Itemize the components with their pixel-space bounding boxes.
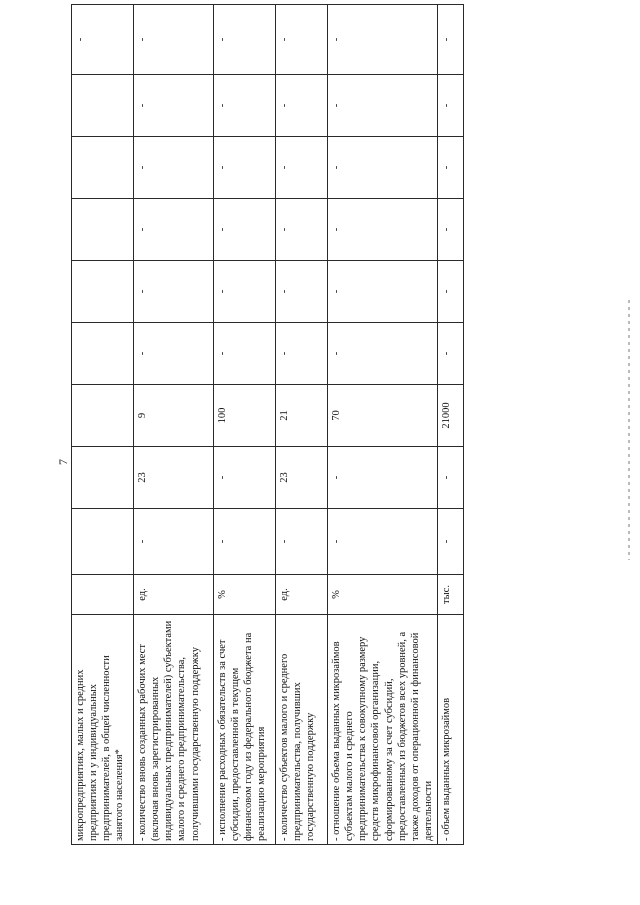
value-cell: - [328, 447, 438, 509]
scan-edge-mark [628, 300, 630, 560]
indicator-label: - количество вновь созданных рабочих мест (включая вновь зарегистрированных индивидуальных предпринимателей) субъектами малого и среднего предпринимательства, получившими государственную поддержку [134, 615, 214, 845]
value-cell: - [276, 5, 328, 75]
value-cell [72, 199, 134, 261]
value-cell: - [214, 323, 276, 385]
table-row [214, 5, 276, 845]
value-cell: 23 [134, 447, 214, 509]
unit-cell: ед. [134, 575, 214, 615]
value-cell: - [328, 509, 438, 575]
value-cell: - [438, 323, 464, 385]
value-cell: - [134, 5, 214, 75]
unit-cell [72, 575, 134, 615]
value-cell: - [214, 5, 276, 75]
value-cell: - [438, 509, 464, 575]
table-row [72, 5, 134, 845]
indicator-label: - объем выданных микрозаймов [438, 615, 464, 845]
indicator-label: - количество субъектов малого и среднего предпринимательства, получивших государственную поддержку [276, 615, 328, 845]
table-row [328, 5, 438, 845]
value-cell: - [214, 137, 276, 199]
value-cell: 70 [328, 385, 438, 447]
value-cell: 23 [276, 447, 328, 509]
value-cell: - [276, 137, 328, 199]
value-cell: - [214, 199, 276, 261]
value-cell: - [214, 509, 276, 575]
value-cell: - [328, 75, 438, 137]
value-cell: - [438, 447, 464, 509]
unit-cell: ед. [276, 575, 328, 615]
value-cell: - [276, 75, 328, 137]
unit-cell: % [328, 575, 438, 615]
indicator-label: - исполнение расходных обязательств за счет субсидии, предоставленной в текущем финансовом году из федерального бюджета на реализацию мероприятия [214, 615, 276, 845]
value-cell [72, 509, 134, 575]
unit-cell: % [214, 575, 276, 615]
value-cell: - [214, 447, 276, 509]
page-number: 7 [56, 459, 70, 465]
indicator-table-rotated [71, 37, 452, 845]
value-cell [72, 75, 134, 137]
indicator-table [71, 4, 464, 845]
value-cell [72, 323, 134, 385]
value-cell: - [134, 199, 214, 261]
table-row [276, 5, 328, 845]
value-cell: - [328, 323, 438, 385]
value-cell: - [438, 137, 464, 199]
value-cell [72, 447, 134, 509]
value-cell: - [276, 323, 328, 385]
table-row [438, 5, 464, 845]
value-cell: - [438, 261, 464, 323]
value-cell: - [438, 199, 464, 261]
value-cell: - [134, 323, 214, 385]
value-cell: - [328, 261, 438, 323]
value-cell: 21000 [438, 385, 464, 447]
value-cell: - [72, 5, 134, 75]
value-cell: - [214, 261, 276, 323]
value-cell: - [276, 509, 328, 575]
value-cell: - [438, 75, 464, 137]
value-cell: - [328, 199, 438, 261]
indicator-label: микропредприятиях, малых и средних предприятиях и у индивидуальных предпринимателей, в общей численности занятого населения* [72, 615, 134, 845]
value-cell: - [328, 5, 438, 75]
unit-cell: тыс. [438, 575, 464, 615]
table-row [134, 5, 214, 845]
value-cell: 21 [276, 385, 328, 447]
value-cell [72, 137, 134, 199]
value-cell [72, 261, 134, 323]
value-cell: - [328, 137, 438, 199]
value-cell [72, 385, 134, 447]
value-cell: 100 [214, 385, 276, 447]
indicator-label: - отношение объема выданных микрозаймов субъектам малого и среднего предпринимательства к совокупному размеру средств микрофинансовой организации, сформированному за счет субсидий, предоставленных из бюджетов всех уровней, а также доходов от операционной и финансовой деятельности [328, 615, 438, 845]
value-cell: - [438, 5, 464, 75]
value-cell: - [134, 509, 214, 575]
value-cell: - [134, 137, 214, 199]
value-cell: - [214, 75, 276, 137]
value-cell: - [134, 75, 214, 137]
value-cell: - [134, 261, 214, 323]
value-cell: - [276, 261, 328, 323]
value-cell: - [276, 199, 328, 261]
value-cell: 9 [134, 385, 214, 447]
